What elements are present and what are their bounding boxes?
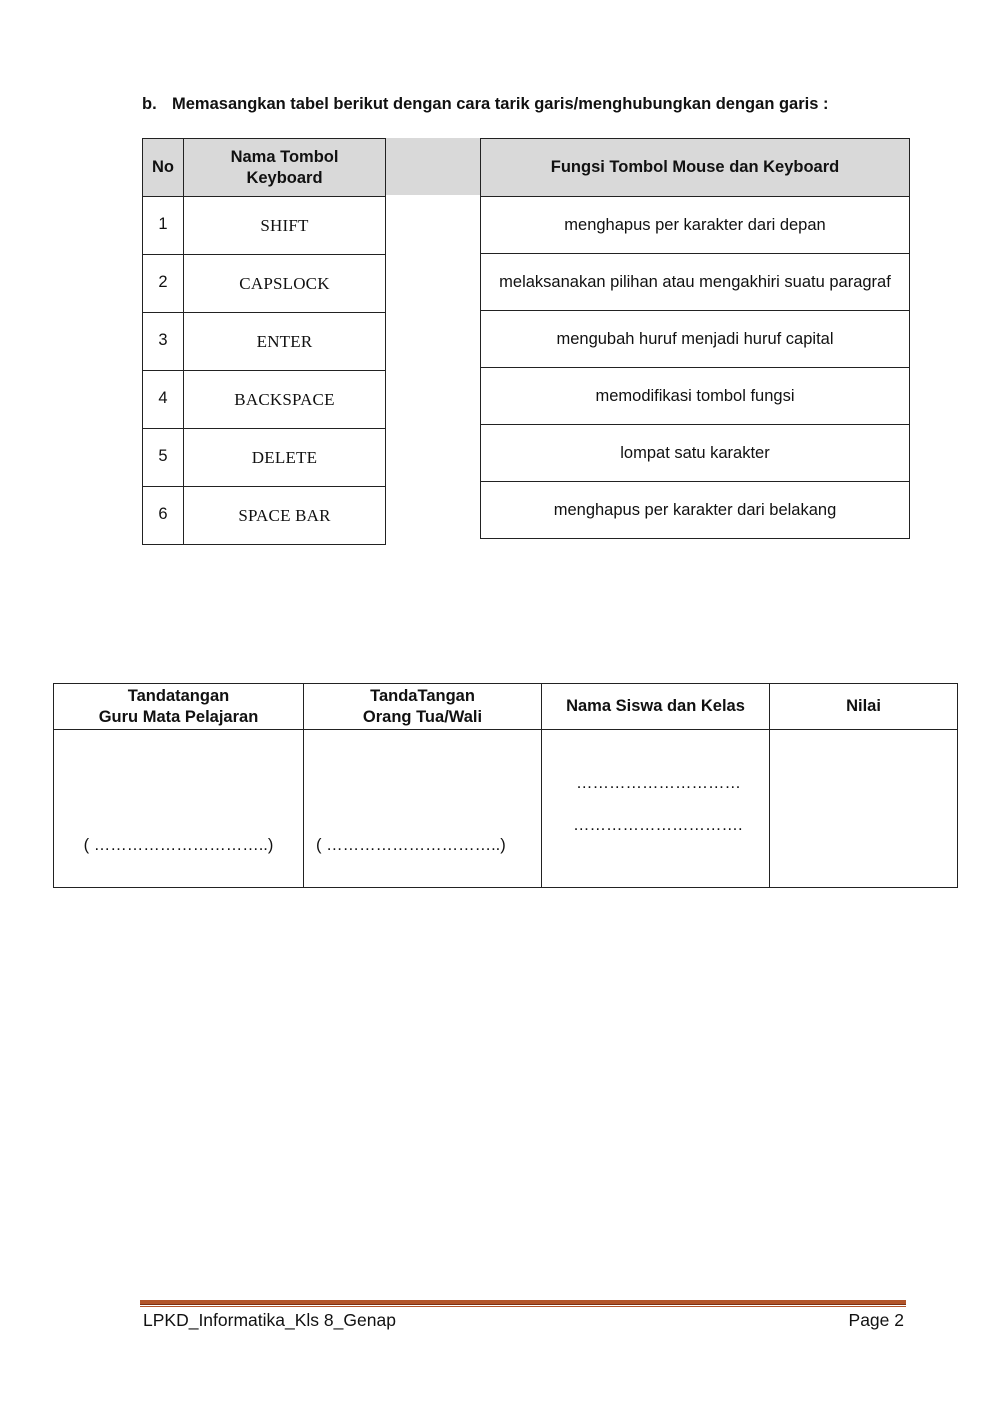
- key-name-header: [184, 139, 386, 197]
- teacher-header-line1: Tandatangan: [127, 686, 230, 705]
- student-name-dots: …………………………: [576, 774, 741, 792]
- key-name[interactable]: SHIFT: [184, 197, 386, 255]
- table-row: [481, 311, 910, 368]
- student-class-dots: ………………………….: [573, 816, 743, 834]
- key-name-header-line1: Nama Tombol: [230, 147, 339, 166]
- parent-signature-line: ( …………………………..): [316, 836, 506, 854]
- function-description[interactable]: mengubah huruf menjadi huruf capital: [481, 311, 910, 368]
- footer-document-name: LPKD_Informatika_Kls 8_Genap: [143, 1310, 396, 1330]
- table-row: [481, 482, 910, 539]
- key-name-table: [142, 138, 386, 545]
- key-name[interactable]: CAPSLOCK: [184, 255, 386, 313]
- footer-rule-thin: [140, 1306, 906, 1307]
- function-description[interactable]: lompat satu karakter: [481, 425, 910, 482]
- table-row: [143, 197, 386, 255]
- teacher-signature-header: [54, 684, 304, 730]
- instruction-text: Memasangkan tabel berikut dengan cara tarik garis/menghubungkan dengan garis :: [172, 95, 829, 113]
- footer-page-number: Page 2: [848, 1310, 904, 1330]
- row-number: 4: [143, 371, 184, 429]
- score-cell[interactable]: [770, 730, 958, 888]
- header-gap-shade: [386, 138, 480, 195]
- signature-body-row: [54, 730, 958, 888]
- function-description[interactable]: melaksanakan pilihan atau mengakhiri suatu paragraf: [481, 254, 910, 311]
- key-function-table: [480, 138, 910, 539]
- table-row: [481, 368, 910, 425]
- key-name[interactable]: ENTER: [184, 313, 386, 371]
- parent-signature-header: [304, 684, 542, 730]
- table-row: [481, 425, 910, 482]
- table-row: [143, 487, 386, 545]
- student-name-cell[interactable]: [542, 730, 770, 888]
- teacher-header-line2: Guru Mata Pelajaran: [98, 707, 259, 726]
- signature-header-row: [54, 684, 958, 730]
- key-name[interactable]: SPACE BAR: [184, 487, 386, 545]
- key-name[interactable]: BACKSPACE: [184, 371, 386, 429]
- table-row: [143, 255, 386, 313]
- table-row: [143, 429, 386, 487]
- teacher-signature-line: ( …………………………..): [83, 836, 274, 854]
- table-row: [481, 254, 910, 311]
- table-row: [481, 197, 910, 254]
- instruction: [142, 95, 942, 114]
- parent-signature-cell[interactable]: [304, 730, 542, 888]
- function-description[interactable]: memodifikasi tombol fungsi: [481, 368, 910, 425]
- key-name[interactable]: DELETE: [184, 429, 386, 487]
- signature-table: [53, 683, 958, 888]
- parent-header-line2: Orang Tua/Wali: [362, 707, 483, 726]
- footer-rule: [140, 1300, 906, 1305]
- function-table-header-row: [481, 139, 910, 197]
- table-row: [143, 313, 386, 371]
- row-number: 1: [143, 197, 184, 255]
- function-description[interactable]: menghapus per karakter dari belakang: [481, 482, 910, 539]
- function-header: Fungsi Tombol Mouse dan Keyboard: [481, 139, 910, 197]
- key-table-header-row: [143, 139, 386, 197]
- parent-header-line1: TandaTangan: [370, 686, 475, 705]
- key-name-header-line2: Keyboard: [246, 168, 323, 187]
- function-description[interactable]: menghapus per karakter dari depan: [481, 197, 910, 254]
- row-number: 3: [143, 313, 184, 371]
- table-row: [143, 371, 386, 429]
- student-name-header: Nama Siswa dan Kelas: [542, 684, 770, 730]
- no-header: No: [143, 139, 184, 197]
- instruction-letter: b.: [142, 95, 157, 113]
- teacher-signature-cell[interactable]: [54, 730, 304, 888]
- row-number: 6: [143, 487, 184, 545]
- row-number: 5: [143, 429, 184, 487]
- score-header: Nilai: [770, 684, 958, 730]
- row-number: 2: [143, 255, 184, 313]
